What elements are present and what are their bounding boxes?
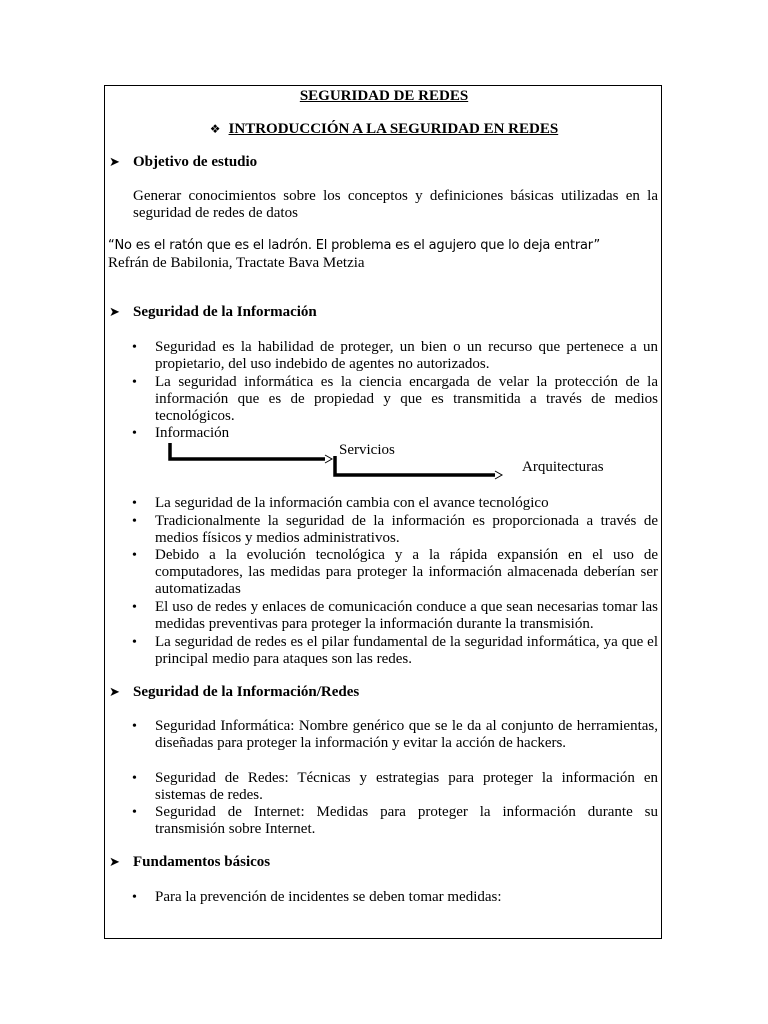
bullet-dot: • (132, 890, 137, 905)
fundamentos-bullet-1: Para la prevención de incidentes se deben tomar medidas: (155, 889, 502, 905)
bullet-dot: • (132, 496, 137, 511)
flow-arrow-2 (335, 456, 502, 479)
document-title: SEGURIDAD DE REDES (299, 88, 469, 104)
diamond-bullet-icon: ❖ (209, 122, 221, 136)
quote-text: “No es el ratón que es el ladrón. El problema es el agujero que lo deja entrar” (108, 238, 600, 253)
section-heading-redes: Seguridad de la Información/Redes (133, 684, 360, 700)
section-heading-objetivo: Objetivo de estudio (133, 154, 258, 170)
flow-label-servicios: Servicios (339, 442, 395, 458)
info-bullet-8: La seguridad de redes es el pilar fundamental de la seguridad informática, ya que el principal medio para ataques son las redes. (155, 634, 658, 667)
bullet-dot: • (132, 375, 137, 390)
bullet-dot: • (132, 771, 137, 786)
info-bullet-4: La seguridad de la información cambia con el avance tecnológico (155, 495, 549, 511)
redes-bullet-2: Seguridad de Redes: Técnicas y estrategias para proteger la información en sistemas de redes. (155, 770, 658, 803)
flow-label-arquitecturas: Arquitecturas (522, 459, 604, 475)
flow-arrows-diagram (165, 441, 505, 481)
document-subtitle (105, 121, 663, 138)
arrow-bullet-icon: ➤ (109, 855, 120, 870)
info-bullet-1: Seguridad es la habilidad de proteger, un bien o un recurso que pertenece a un propietario, del uso indebido de agentes no autorizados. (155, 339, 658, 372)
info-bullet-2: La seguridad informática es la ciencia encargada de velar la protección de la información que es de propiedad y que es transmitida a través de medios tecnológicos. (155, 374, 658, 424)
arrow-bullet-icon: ➤ (109, 685, 120, 700)
bullet-dot: • (132, 635, 137, 650)
objetivo-body: Generar conocimientos sobre los conceptos y definiciones básicas utilizadas en la seguridad de redes de datos (133, 188, 658, 221)
info-bullet-5: Tradicionalmente la seguridad de la información es proporcionada a través de medios físicos y medios administrativos. (155, 513, 658, 546)
bullet-dot: • (132, 600, 137, 615)
arrow-bullet-icon: ➤ (109, 155, 120, 170)
section-heading-info: Seguridad de la Información (133, 304, 317, 320)
bullet-dot: • (132, 805, 137, 820)
info-bullet-7: El uso de redes y enlaces de comunicación conduce a que sean necesarias tomar las medidas preventivas para proteger la información durante la transmisión. (155, 599, 658, 632)
bullet-dot: • (132, 719, 137, 734)
info-bullet-6: Debido a la evolución tecnológica y a la rápida expansión en el uso de computadores, las medidas para proteger la información almacenada deberían ser automatizadas (155, 547, 658, 597)
bullet-dot: • (132, 548, 137, 563)
document-frame (104, 85, 662, 939)
info-bullet-3: Información (155, 425, 230, 441)
subtitle-text: INTRODUCCIÓN A LA SEGURIDAD EN REDES (228, 121, 559, 137)
quote-source: Refrán de Babilonia, Tractate Bava Metzia (108, 255, 365, 271)
bullet-dot: • (132, 426, 137, 441)
arrow-bullet-icon: ➤ (109, 305, 120, 320)
bullet-dot: • (132, 514, 137, 529)
redes-bullet-3: Seguridad de Internet: Medidas para proteger la información durante su transmisión sobre Internet. (155, 804, 658, 837)
flow-arrow-1 (170, 443, 332, 463)
redes-bullet-1: Seguridad Informática: Nombre genérico que se le da al conjunto de herramientas, diseñadas para proteger la información y evitar la acción de hackers. (155, 718, 658, 751)
section-heading-fundamentos: Fundamentos básicos (133, 854, 271, 870)
bullet-dot: • (132, 340, 137, 355)
